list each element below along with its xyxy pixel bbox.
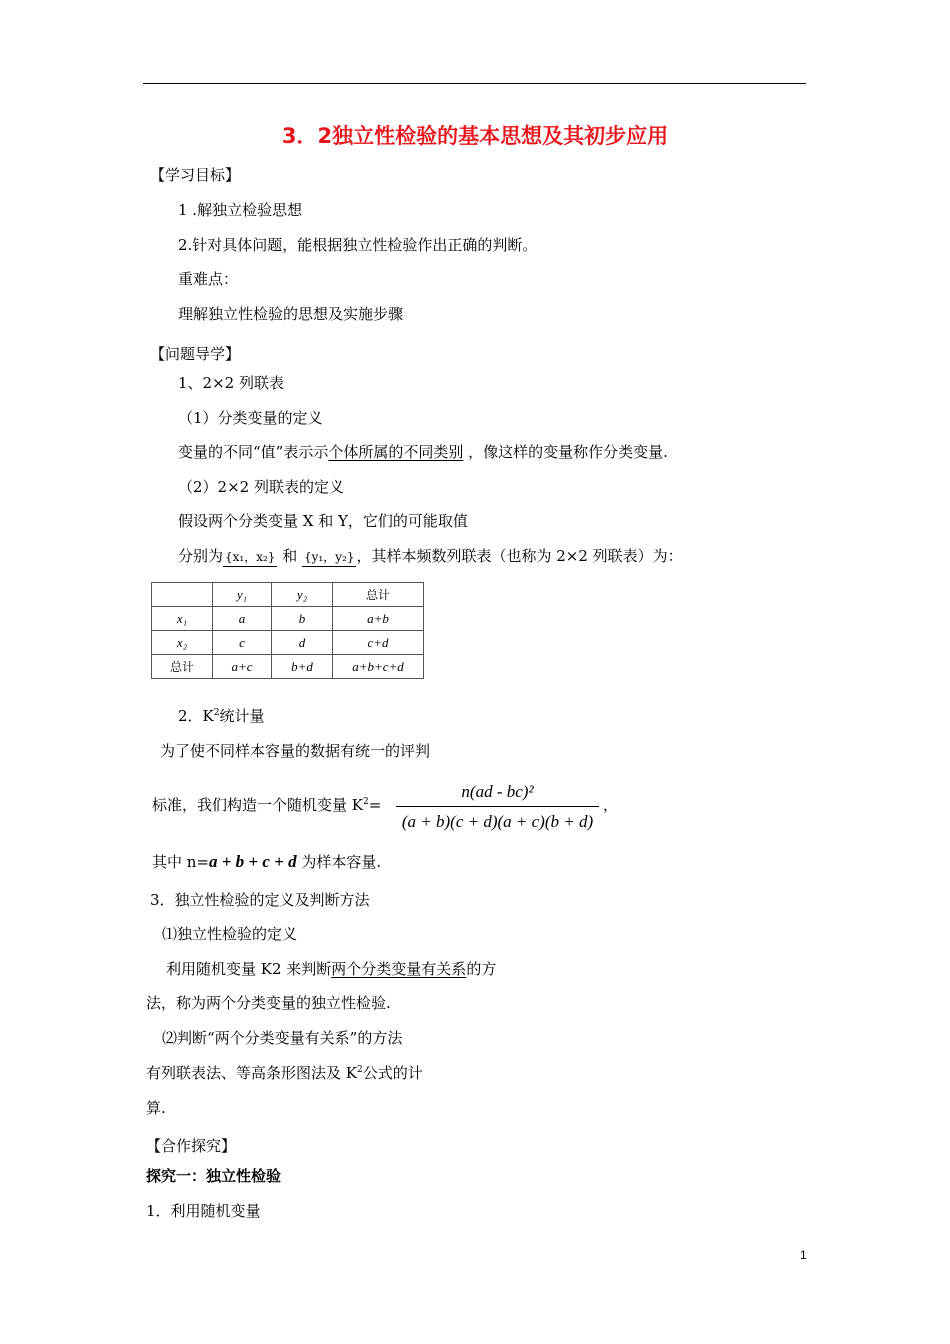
goal-item-1: 1 .解独立检验思想 bbox=[178, 201, 303, 219]
k2-define-prefix: 标准，我们构造一个随机变量 K bbox=[152, 796, 363, 814]
k2-label-suffix: 统计量 bbox=[219, 707, 265, 725]
formula-comma: ， bbox=[603, 796, 619, 814]
independence-definition bbox=[166, 960, 496, 978]
methods-line bbox=[146, 1064, 423, 1082]
explore-1-item-1: 1．利用随机变量 bbox=[146, 1202, 261, 1220]
independence-definition-cont: 法，称为两个分类变量的独立性检验. bbox=[146, 994, 391, 1012]
n-expression: a + b + c + d bbox=[209, 852, 297, 871]
use-underlined: 两个分类变量有关系 bbox=[331, 960, 467, 978]
k2-equals: = bbox=[368, 796, 382, 814]
table-cell: 总计 bbox=[333, 583, 424, 607]
methods-line-cont: 算. bbox=[146, 1099, 166, 1117]
methods-superscript: 2 bbox=[356, 1065, 363, 1075]
k2-intro-line: 为了使不同样本容量的数据有统一的评判 bbox=[160, 742, 431, 760]
formula-denominator: (a + b)(c + d)(a + c)(b + d) bbox=[401, 812, 594, 831]
formula-numerator: n(ad - bc)² bbox=[461, 782, 534, 801]
definition-prefix: 变量的不同“值”表示示 bbox=[178, 443, 329, 461]
methods-suffix: 公式的计 bbox=[362, 1064, 423, 1082]
table-header-row bbox=[152, 583, 424, 607]
table-cell: c bbox=[213, 631, 272, 655]
values-prefix: 分别为 bbox=[178, 547, 224, 565]
guide-header: 【问题导学】 bbox=[150, 345, 241, 363]
table-cell: a+b+c+d bbox=[333, 655, 424, 679]
categorical-definition bbox=[178, 443, 668, 461]
guide-point-2 bbox=[178, 707, 265, 725]
guide-point-3-2: ⑵判断“两个分类变量有关系”的方法 bbox=[162, 1029, 403, 1047]
goals-header: 【学习目标】 bbox=[150, 166, 241, 184]
page-title: 3．2独立性检验的基本思想及其初步应用 bbox=[281, 124, 669, 148]
page-number: 1 bbox=[800, 1248, 807, 1262]
k2-superscript: 2 bbox=[213, 708, 220, 718]
guide-point-3: 3．独立性检验的定义及判断方法 bbox=[150, 891, 370, 909]
table-cell: a+c bbox=[213, 655, 272, 679]
table-cell: c+d bbox=[333, 631, 424, 655]
values-line bbox=[178, 547, 683, 567]
table-cell: d bbox=[272, 631, 333, 655]
table-row bbox=[152, 607, 424, 631]
table-cell: a bbox=[213, 607, 272, 631]
formula-bar bbox=[396, 806, 599, 807]
k2-define-superscript: 2 bbox=[362, 797, 369, 807]
table-cell: a+b bbox=[333, 607, 424, 631]
y-values: {y₁，y₂} bbox=[302, 548, 356, 567]
definition-suffix: ，像这样的变量称作分类变量. bbox=[463, 443, 668, 461]
values-and: 和 bbox=[277, 547, 302, 565]
assume-text: 假设两个分类变量 X 和 Y，它们的可能取值 bbox=[178, 512, 468, 530]
n-definition-line bbox=[152, 853, 381, 871]
k2-label-prefix: 2．K bbox=[178, 707, 214, 725]
table-cell: y₁ bbox=[213, 583, 272, 607]
table-row bbox=[152, 655, 424, 679]
table-cell: x₁ bbox=[152, 607, 213, 631]
table-cell: y₂ bbox=[272, 583, 333, 607]
use-suffix: 的方 bbox=[466, 960, 497, 978]
table-cell: x₂ bbox=[152, 631, 213, 655]
values-suffix: ，其样本频数列联表（也称为 2×2 列联表）为： bbox=[356, 547, 683, 565]
x-values: {x₁，x₂} bbox=[223, 548, 277, 567]
guide-point-3-1: ⑴独立性检验的定义 bbox=[162, 925, 298, 943]
table-cell: 总计 bbox=[152, 655, 213, 679]
methods-prefix: 有列联表法、等高条形图法及 K bbox=[146, 1064, 357, 1082]
explore-1-heading: 探究一：独立性检验 bbox=[146, 1167, 282, 1185]
n-prefix: 其中 n= bbox=[152, 853, 209, 871]
header-rule bbox=[143, 83, 806, 84]
use-prefix: 利用随机变量 K2 来判断 bbox=[166, 960, 332, 978]
key-points-label: 重难点： bbox=[178, 270, 239, 288]
coop-header: 【合作探究】 bbox=[146, 1137, 237, 1155]
guide-point-1: 1、2×2 列联表 bbox=[178, 374, 284, 392]
goal-item-2: 2.针对具体问题，能根据独立性检验作出正确的判断。 bbox=[178, 236, 538, 254]
contingency-table bbox=[151, 582, 424, 679]
table-cell bbox=[152, 583, 213, 607]
k2-formula bbox=[396, 780, 599, 833]
guide-point-1-2: （2）2×2 列联表的定义 bbox=[178, 478, 344, 496]
guide-point-1-1: （1）分类变量的定义 bbox=[178, 409, 323, 427]
key-points-text: 理解独立性检验的思想及实施步骤 bbox=[178, 305, 404, 323]
k2-define-line bbox=[152, 796, 381, 814]
table-row bbox=[152, 631, 424, 655]
definition-underlined: 个体所属的不同类别 bbox=[328, 443, 464, 461]
n-suffix: 为样本容量. bbox=[296, 853, 382, 871]
table-cell: b+d bbox=[272, 655, 333, 679]
table-cell: b bbox=[272, 607, 333, 631]
